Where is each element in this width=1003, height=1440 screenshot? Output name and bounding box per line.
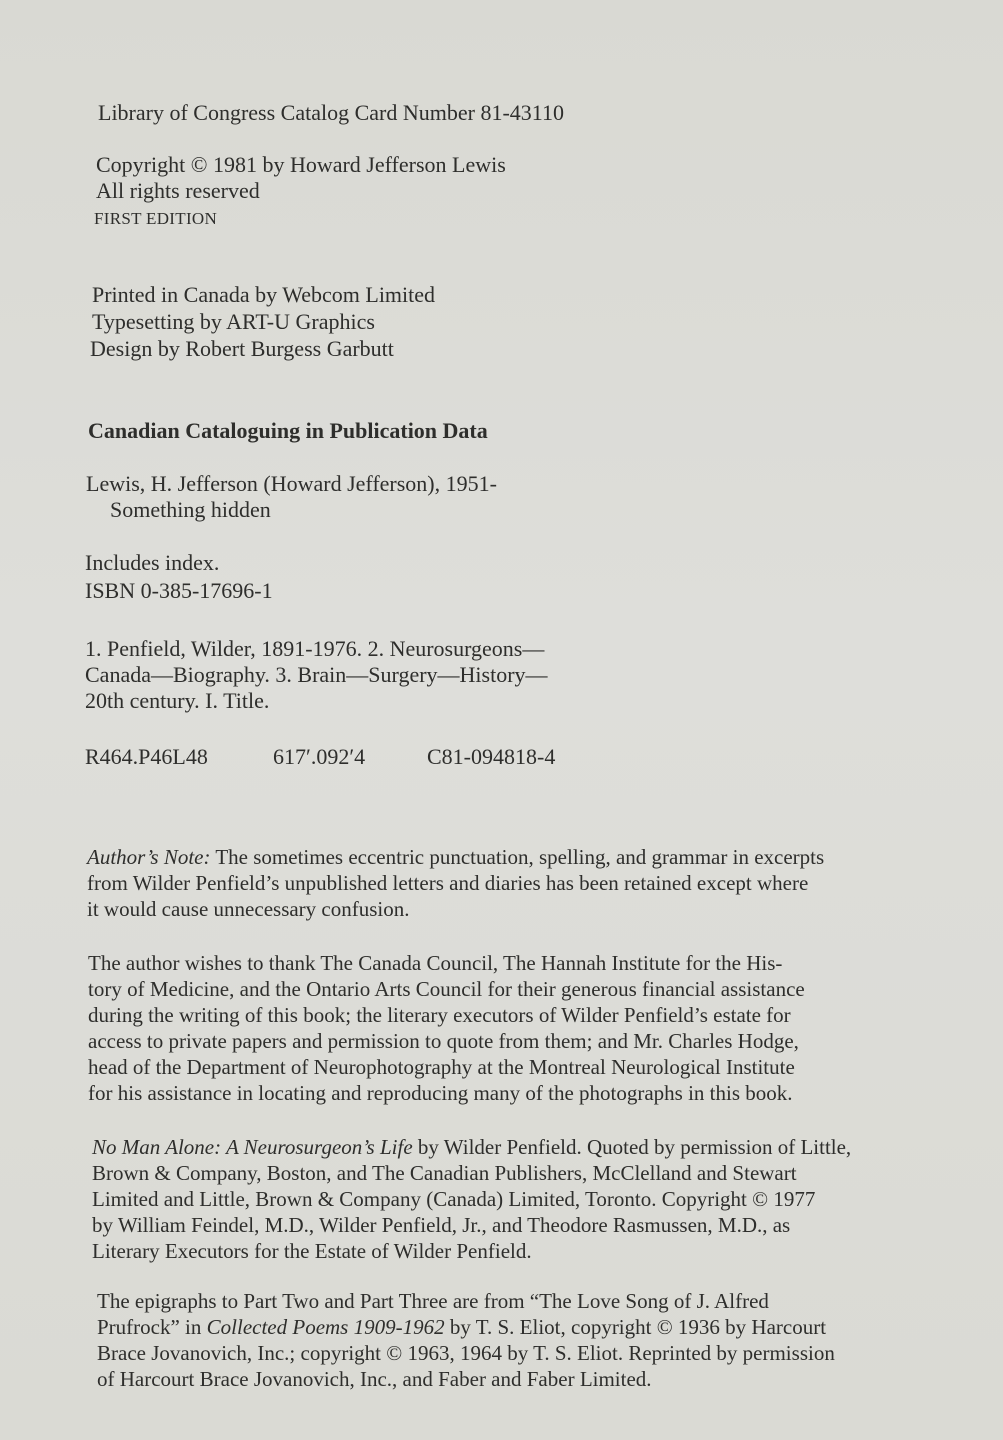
acknowledgement-line: for his assistance in locating and reproducing many of the photographs in this book. [88,1081,793,1105]
permission-no-man-alone [92,1134,952,1264]
acknowledgement-line: during the writing of this book; the literary executors of Wilder Penfield’s estate for [88,1003,791,1027]
rights-reserved: All rights reserved [96,178,260,203]
authors-note-text: from Wilder Penfield’s unpublished letters and diaries has been retained except where [87,871,809,895]
authors-note-text: The sometimes eccentric punctuation, spelling, and grammar in excerpts [210,845,825,869]
epigraph-text: of Harcourt Brace Jovanovich, Inc., and Faber and Faber Limited. [97,1367,652,1391]
acknowledgement-line: head of the Department of Neurophotography at the Montreal Neurological Institute [88,1055,795,1079]
cip-classification [85,744,555,770]
copyright-line: Copyright © 1981 by Howard Jefferson Lewis [96,152,506,177]
authors-note-text: it would cause unnecessary confusion. [87,897,410,921]
acknowledgement-line: The author wishes to thank The Canada Council, The Hannah Institute for the His- [88,951,783,975]
permission-text: by William Feindel, M.D., Wilder Penfield, Jr., and Theodore Rasmussen, M.D., as [92,1213,791,1237]
book-title: Collected Poems 1909-1962 [206,1315,445,1339]
cip-index: Includes index. [85,550,220,575]
cip-heading: Canadian Cataloguing in Publication Data [88,418,488,443]
cip-subject-line: 1. Penfield, Wilder, 1891-1976. 2. Neurosurgeons— [85,636,545,661]
permission-text: Literary Executors for the Estate of Wilder Penfield. [92,1239,532,1263]
permission-text: Brown & Company, Boston, and The Canadian Publishers, McClelland and Stewart [92,1161,797,1185]
cip-subject-line: Canada—Biography. 3. Brain—Surgery—History— [85,662,548,687]
cip-title: Something hidden [110,497,271,522]
control-number: C81-094818-4 [427,744,556,769]
epigraph-text: Prufrock” in [97,1315,207,1339]
typesetting-by: Typesetting by ART-U Graphics [92,309,375,334]
dewey-number: 617′.092′4 [273,744,366,769]
acknowledgement-line: access to private papers and permission to quote from them; and Mr. Charles Hodge, [88,1029,799,1053]
loc-card-number: Library of Congress Catalog Card Number 81-43110 [98,100,564,125]
call-number: R464.P46L48 [85,744,208,769]
edition-label: FIRST EDITION [94,209,218,228]
permission-epigraphs [97,1288,947,1392]
permission-text: Limited and Little, Brown & Company (Canada) Limited, Toronto. Copyright © 1977 [92,1187,816,1211]
printed-by: Printed in Canada by Webcom Limited [92,282,436,307]
epigraph-text: by T. S. Eliot, copyright © 1936 by Harcourt [444,1315,827,1339]
epigraph-text: The epigraphs to Part Two and Part Three are from “The Love Song of J. Alfred [97,1289,769,1313]
design-by: Design by Robert Burgess Garbutt [90,336,394,361]
authors-note-label: Author’s Note: [87,845,211,869]
acknowledgements [88,950,958,1106]
acknowledgement-line: tory of Medicine, and the Ontario Arts Council for their generous financial assistance [88,977,805,1001]
cip-author: Lewis, H. Jefferson (Howard Jefferson), 1951- [86,471,497,496]
authors-note [87,844,959,922]
permission-text: by Wilder Penfield. Quoted by permission of Little, [412,1135,852,1159]
epigraph-text: Brace Jovanovich, Inc.; copyright © 1963, 1964 by T. S. Eliot. Reprinted by permission [97,1341,835,1365]
cip-isbn: ISBN 0-385-17696-1 [85,578,273,603]
cip-subject-line: 20th century. I. Title. [85,688,270,713]
book-title: No Man Alone: A Neurosurgeon’s Life [92,1135,413,1159]
